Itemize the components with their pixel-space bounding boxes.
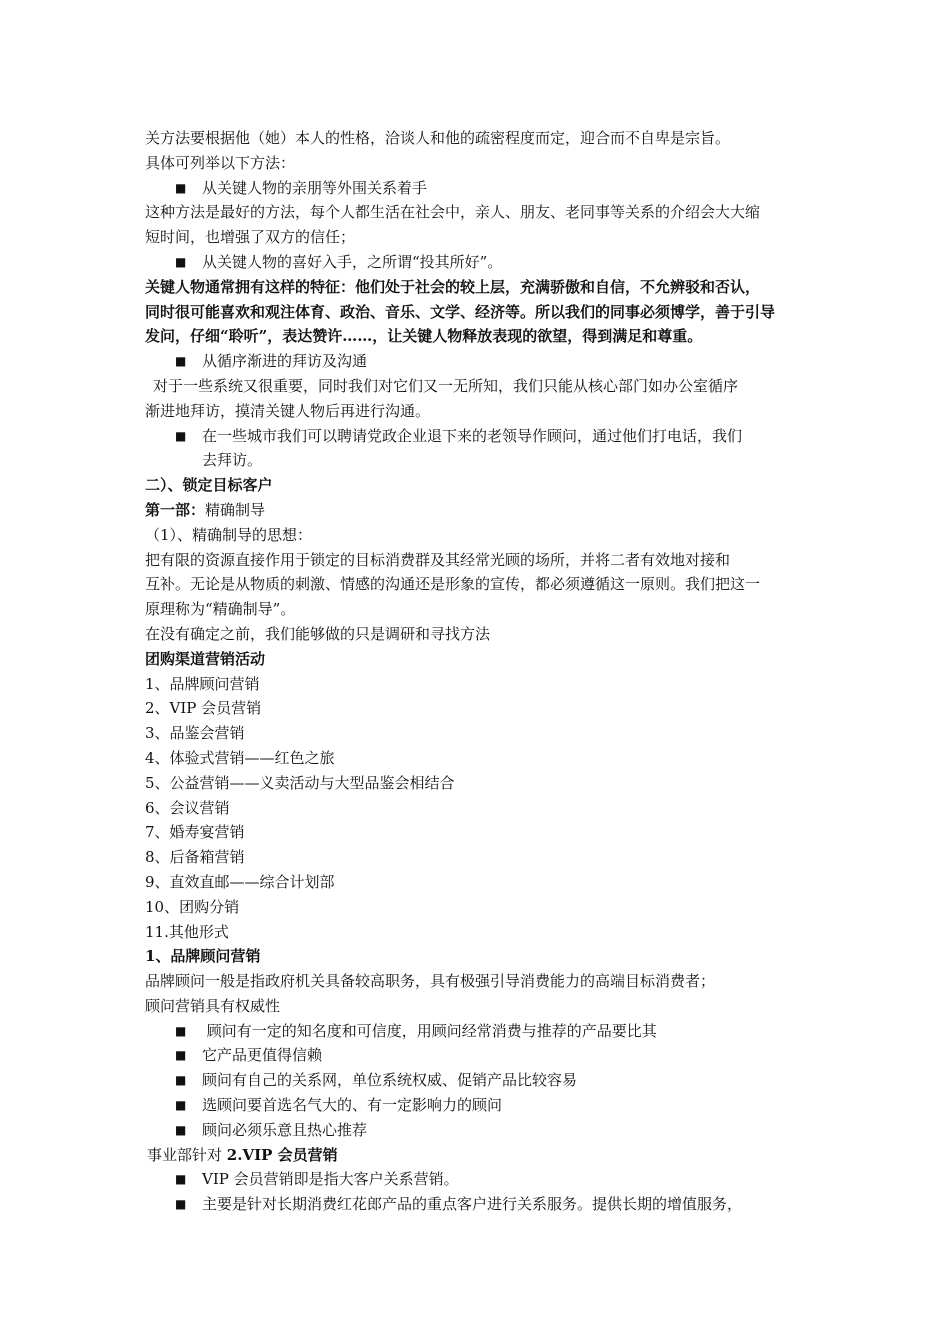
document-body (145, 126, 810, 1217)
paragraph-line: 把有限的资源直接作用于锁定的目标消费群及其经常光顾的场所，并将二者有效地对接和 (145, 550, 731, 569)
bullet-text: 顾问有一定的知名度和可信度，用顾问经常消费与推荐的产品要比其 (202, 1021, 657, 1040)
paragraph-line: 这种方法是最好的方法，每个人都生活在社会中，亲人、朋友、老同事等关系的介绍会大大缩 (145, 203, 761, 222)
bullet-text: 从循序渐进的拜访及沟通 (202, 352, 368, 371)
section-heading: 二）、锁定目标客户 (145, 476, 273, 495)
square-bullet-icon: ■ (175, 1172, 187, 1187)
bold-paragraph-line: 同时很可能喜欢和观注体育、政治、音乐、文学、经济等。所以我们的同事必须博学，善于引导 (145, 302, 776, 321)
section-heading: 团购渠道营销活动 (145, 649, 266, 668)
bullet-text: VIP 会员营销即是指大客户关系营销。 (202, 1170, 459, 1189)
list-item: 11.其他形式 (145, 922, 229, 941)
paragraph-line: 关方法要根据他（她）本人的性格，洽谈人和他的疏密程度而定，迎合而不自卑是宗旨。 (145, 129, 731, 147)
paragraph-line: 在没有确定之前，我们能够做的只是调研和寻找方法 (145, 624, 491, 643)
square-bullet-icon: ■ (175, 1073, 187, 1088)
subsection-title: 精确制导 (205, 500, 266, 519)
mixed-heading-line (145, 1143, 810, 1168)
bullet-text: 在一些城市我们可以聘请党政企业退下来的老领导作顾问，通过他们打电话，我们 (202, 426, 743, 445)
section-heading: 1、品牌顾问营销 (145, 947, 261, 966)
paragraph-line: 品牌顾问一般是指政府机关具备较高职务，具有极强引导消费能力的高端目标消费者； (145, 972, 716, 991)
paragraph-line: 原理称为“精确制导”。 (145, 600, 296, 619)
list-item: 7、婚寿宴营销 (145, 823, 245, 842)
bullet-item (145, 1167, 810, 1192)
bullet-text: 顾问有自己的关系网，单位系统权威、促销产品比较容易 (202, 1071, 578, 1090)
bold-paragraph-line: 发问，仔细“聆听”，表达赞许……，让关键人物释放表现的欲望，得到满足和尊重。 (145, 327, 703, 346)
list-item: 4、体验式营销——红色之旅 (145, 748, 335, 767)
bullet-item (145, 1068, 810, 1093)
square-bullet-icon: ■ (175, 1048, 187, 1063)
paragraph-line: 具体可列举以下方法： (145, 153, 296, 172)
bullet-item (145, 349, 810, 374)
heading-bold: 2.VIP 会员营销 (226, 1145, 338, 1164)
bullet-text: 顾问必须乐意且热心推荐 (202, 1120, 368, 1139)
bullet-text: 主要是针对长期消费红花郎产品的重点客户进行关系服务。提供长期的增值服务， (202, 1195, 743, 1214)
square-bullet-icon: ■ (175, 428, 187, 443)
list-item: 3、品鉴会营销 (145, 724, 245, 743)
square-bullet-icon: ■ (175, 1023, 187, 1038)
list-item: 8、后备箱营销 (145, 848, 245, 867)
bullet-item (145, 1118, 810, 1143)
list-item: 9、直效直邮——综合计划部 (145, 872, 335, 891)
paragraph-line: （1）、精确制导的思想： (145, 525, 313, 544)
bullet-text: 从关键人物的亲朋等外围关系着手 (202, 178, 428, 197)
bullet-item (145, 250, 810, 275)
bullet-continuation: 去拜访。 (202, 451, 263, 470)
square-bullet-icon: ■ (175, 1098, 187, 1113)
square-bullet-icon: ■ (175, 254, 187, 269)
bullet-item (145, 424, 810, 449)
square-bullet-icon: ■ (175, 1122, 187, 1137)
square-bullet-icon: ■ (175, 354, 187, 369)
paragraph-line: 互补。无论是从物质的刺激、情感的沟通还是形象的宣传，都必须遵循这一原则。我们把这一 (145, 575, 761, 594)
bullet-text: 从关键人物的喜好入手，之所谓“投其所好”。 (202, 252, 503, 271)
subsection-label: 第一部： (145, 500, 206, 519)
list-item: 6、会议营销 (145, 798, 230, 817)
bullet-item (145, 176, 810, 201)
paragraph-line: 渐进地拜访，摸清关键人物后再进行沟通。 (145, 401, 431, 420)
square-bullet-icon: ■ (175, 180, 187, 195)
list-item: 5、公益营销——义卖活动与大型品鉴会相结合 (145, 773, 455, 792)
bold-paragraph-line: 关键人物通常拥有这样的特征：他们处于社会的较上层，充满骄傲和自信，不允辨驳和否认， (145, 277, 761, 296)
paragraph-line: 短时间，也增强了双方的信任； (145, 228, 356, 247)
subsection-heading (145, 498, 810, 523)
bullet-text: 它产品更值得信赖 (202, 1046, 323, 1065)
bullet-item (145, 1093, 810, 1118)
heading-prefix: 事业部针对 (147, 1145, 227, 1164)
bullet-item (145, 1192, 810, 1217)
paragraph-line: 对于一些系统又很重要，同时我们对它们又一无所知，我们只能从核心部门如办公室循序 (153, 376, 739, 395)
list-item: 10、团购分销 (145, 897, 240, 916)
list-item: 2、VIP 会员营销 (145, 699, 262, 718)
paragraph-line: 顾问营销具有权威性 (145, 996, 281, 1015)
bullet-text: 选顾问要首选名气大的、有一定影响力的顾问 (202, 1096, 503, 1115)
bullet-item (145, 1043, 810, 1068)
square-bullet-icon: ■ (175, 1197, 187, 1212)
bullet-item (145, 1019, 810, 1044)
list-item: 1、品牌顾问营销 (145, 674, 260, 693)
